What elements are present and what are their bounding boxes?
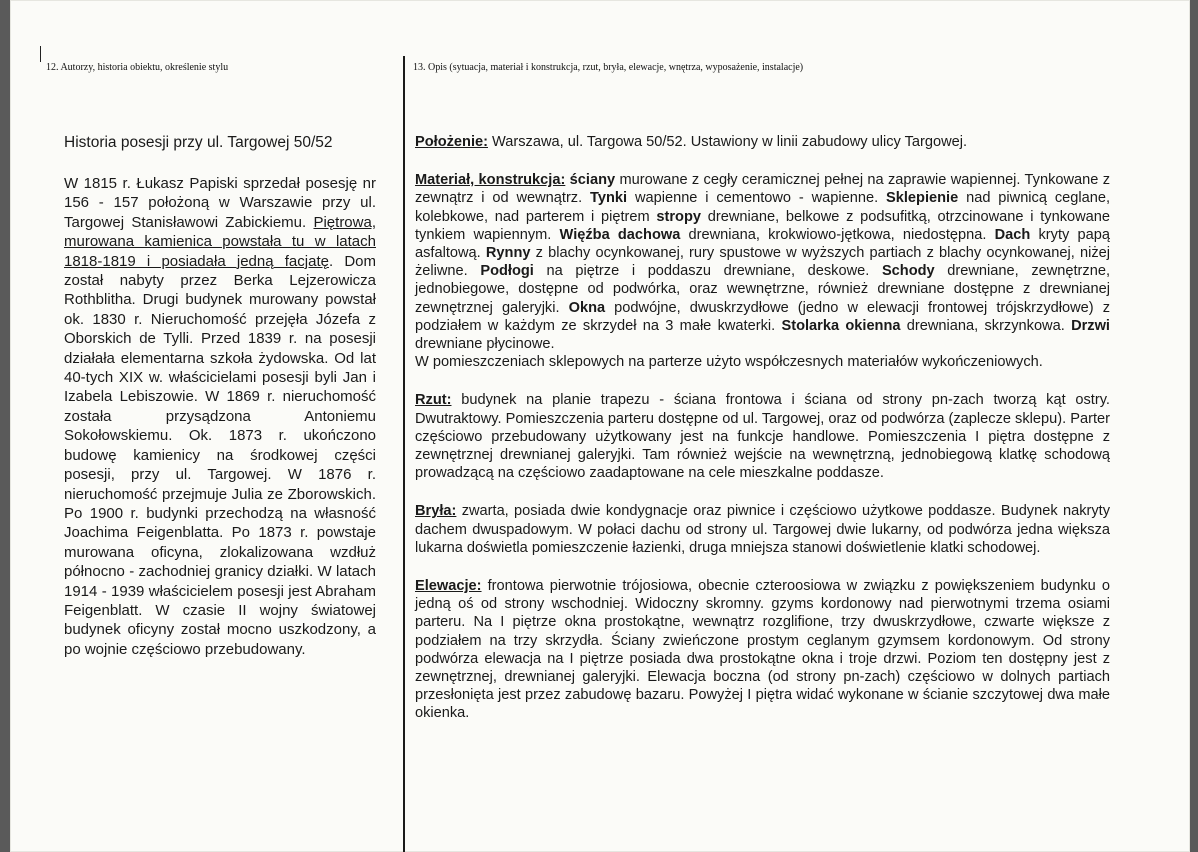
section-text: drewniane, belkowe z podsufitką, otrzcinowane i tynkowane tynkiem wapiennym. xyxy=(415,208,1110,243)
left-column-header: 12. Autorzy, historia obiektu, określenie stylu xyxy=(46,62,229,73)
section-label: Położenie: xyxy=(415,134,488,150)
section-text: nad piwnicą ceglane, kolebkowe, nad parterem i piętrem xyxy=(415,190,1111,225)
section-text: wapienne i cementowo - wapienne. xyxy=(627,190,887,207)
keyword-stolarka: Stolarka okienna xyxy=(781,317,901,334)
keyword-tynki: Tynki xyxy=(590,190,628,207)
keyword-stropy: stropy xyxy=(656,208,701,225)
section-elewacje xyxy=(415,577,1110,723)
section-text: drewniane, zewnętrzne, jednobiegowe, dostępne od podwórka, oraz wewnętrzne, również drewniane dostępne z drewnianej zewnętrznej galeryjki. xyxy=(415,263,1111,316)
column-divider xyxy=(403,56,405,852)
keyword-rynny: Rynny xyxy=(485,245,531,262)
section-text: drewniane płycinowe. xyxy=(415,336,555,353)
section-text: murowane z cegły ceramicznej pełnej na zaprawie wapiennej. Tynkowane z zewnątrz i od wewnątrz. xyxy=(415,172,1110,207)
section-text: frontowa pierwotnie trójosiowa, obecnie czteroosiowa w związku z powiększeniem budynku o jedną oś od strony wschodniej. Widoczny skromny. gzyms kordonowy nad pierwotnymi trzema osiami parteru. Na I piętrze okna prostokątne, wewnątrz rozglifione, trzy dwuskrzydłowe, czwarte większe z podziałem na trzy skrzydła. Ściany zwieńczone prostym ceglanym gzymsem kordonowym. Od strony podwórza elewacja na I piętrze posiada dwa prostokątne okna i troje drzwi. Poziom ten dostępny jest z zewnętrznej, drewnianej galeryjki. Elewacja boczna (od strony pn-zach) częściowo w dolnych partiach przesłonięta jest przez zabudowę bazaru. Powyżej I piętra widać wykonane w ścianie szczytowej dwa małe okienka. xyxy=(415,578,1110,722)
keyword-drzwi: Drzwi xyxy=(1071,317,1110,334)
history-text xyxy=(64,174,376,659)
keyword-okna: Okna xyxy=(568,299,606,316)
section-text: z blachy ocynkowanej, rury spustowe w wyższych partiach z blachy ocynkowanej, niżej żeliwne. xyxy=(415,245,1110,280)
section-label: Materiał, konstrukcja: xyxy=(415,172,566,189)
section-text: na piętrze i poddaszu drewniane, deskowe. xyxy=(533,263,882,280)
history-title: Historia posesji przy ul. Targowej 50/52 xyxy=(64,134,333,151)
history-text-part-b: . Dom został nabyty przez Berka Lejzerowicza Rothblitha. Drugi budynek murowany powstał ok. 1830 r. Nieruchomość przejęła Józefa z Oborskich de Tylli. Przed 1839 r. na posesji działała elementarna szkoła żydowska. Od lat 40-tych XIX w. właścicielami posesji byli Jan i Izabela Lebiszowie. W 1869 r. nieruchomość została przysądzona Antoniemu Sokołowskiemu. Ok. 1873 r. ukończono budowę kamienicy na środkowej części posesji, przy ul. Targowej. W 1876 r. nieruchomość przejmuje Julia ze Zborowskich. Po 1900 r. budynki przechodzą na własność Joachima Feigenblatta. Po 1873 r. powstaje murowana oficyna, zlokalizowana wzdłuż północno - zachodniej granicy działki. W latach 1914 - 1939 właścicielem posesji jest Abraham Feigenblatt. W czasie II wojny światowej budynek oficyny został mocno uszkodzony, a po wojnie częściowo przebudowany. xyxy=(64,252,376,658)
section-text: budynek na planie trapezu - ściana frontowa i ściana od strony pn-zach tworzą kąt ostry. Dwutraktowy. Pomieszczenia parteru dostępne od ul. Targowej, oraz od podwórza (zaplecze sklepu). Parter częściowo przebudowany użytkowany jest na funkcje handlowe. Pomieszczenia I piętra dostępne z zewnętrznej drewnianej galeryjki. Tam również wejście na wewnętrzną, jednobiegową klatkę schodową prowadzącą na częściowo zaadaptowane na cele mieszkalne poddasze. xyxy=(415,392,1110,482)
history-text-underlined: Piętrowa, murowana kamienica powstała tu w latach 1818-1819 i posiadała jedną facjatę xyxy=(64,213,376,270)
keyword-wiezba: Więźba dachowa xyxy=(559,226,681,243)
section-text: drewniana, krokwiowo-jętkowa, niedostępna. xyxy=(680,226,995,243)
section-rzut xyxy=(415,391,1110,482)
right-column-header: 13. Opis (sytuacja, materiał i konstrukcja, rzut, bryła, elewacje, wnętrza, wyposażenie, instalacje) xyxy=(413,62,804,73)
history-column xyxy=(64,133,376,659)
keyword-dach: Dach xyxy=(994,226,1031,243)
section-text: kryty papą asfaltową. xyxy=(415,226,1110,262)
keyword-podlogi: Podłogi xyxy=(480,263,534,280)
history-text-part-a: W 1815 r. Łukasz Papiski sprzedał posesję nr 156 - 157 położoną w Warszawie przy ul. Targowej Stanisławowi Zabickiemu. xyxy=(64,175,376,231)
section-text: podwójne, dwuskrzydłowe (jedno w elewacji frontowej trójskrzydłowe) z podziałem w każdym ze skrzydeł na 3 małe kwaterki. xyxy=(415,299,1110,334)
section-label: Bryła: xyxy=(415,503,457,520)
keyword-sciany: ściany xyxy=(569,172,616,189)
section-text: drewniana, skrzynkowa. xyxy=(900,317,1072,334)
section-label: Rzut: xyxy=(415,392,452,409)
scan-mark xyxy=(40,46,41,62)
section-text: zwarta, posiada dwie kondygnacje oraz piwnice i częściowo użytkowe poddasze. Budynek nakryty dachem dwuspadowym. W połaci dachu od strony ul. Targowej dwie lukarny, od podwórza jedna większa lukarna doświetla pomieszczenie łazienki, druga mniejsza stanowi doświetlenie klatki schodowej. xyxy=(415,503,1110,556)
section-polozenie xyxy=(415,133,1110,151)
section-text: W pomieszczeniach sklepowych na parterze użyto współczesnych materiałów wykończeniowych. xyxy=(415,354,1043,371)
keyword-sklepienie: Sklepienie xyxy=(886,190,959,207)
section-material xyxy=(415,171,1110,371)
document-page xyxy=(10,0,1190,852)
section-bryla xyxy=(415,502,1110,557)
section-label: Elewacje: xyxy=(415,578,482,595)
keyword-schody: Schody xyxy=(881,263,935,280)
description-column xyxy=(415,133,1110,743)
section-text: Warszawa, ul. Targowa 50/52. Ustawiony w linii zabudowy ulicy Targowej. xyxy=(487,134,968,150)
